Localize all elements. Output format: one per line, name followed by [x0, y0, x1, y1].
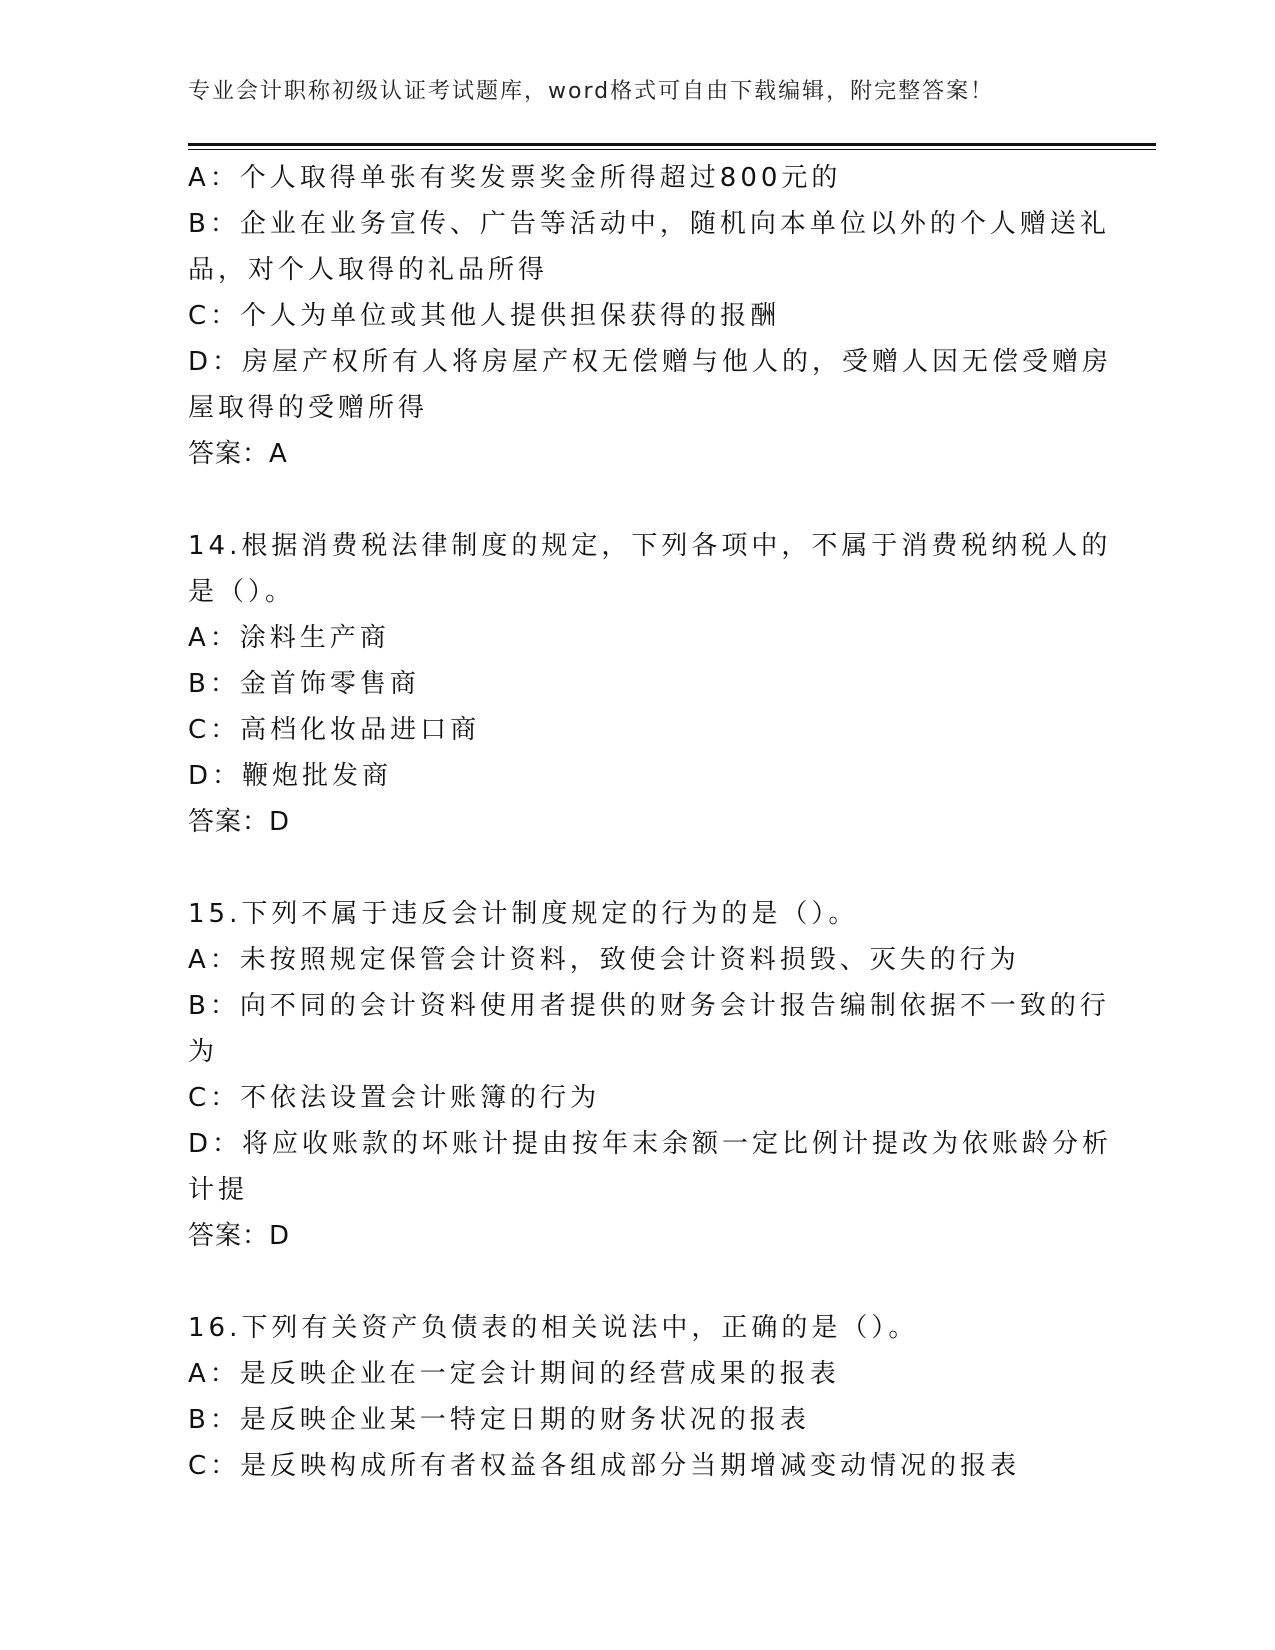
text-line: 品，对个人取得的礼品所得	[188, 255, 549, 285]
option-line: B：金首饰零售商	[188, 669, 420, 699]
text-line: A：个人取得单张有奖发票奖金所得超过800元的	[188, 163, 842, 193]
answer-line: 答案：D	[188, 1221, 291, 1251]
answer-line: 答案：A	[188, 439, 288, 469]
page-header: 专业会计职称初级认证考试题库，word格式可自由下载编辑，附完整答案！	[188, 79, 995, 104]
answer-line: 答案：D	[188, 807, 291, 837]
option-line: C：高档化妆品进口商	[188, 715, 481, 745]
option-line: D：鞭炮批发商	[188, 761, 393, 791]
option-line: D：将应收账款的坏账计提由按年末余额一定比例计提改为依账龄分析	[188, 1129, 1113, 1159]
option-line: C：不依法设置会计账簿的行为	[188, 1083, 601, 1113]
text-line: B：企业在业务宣传、广告等活动中，随机向本单位以外的个人赠送礼	[188, 209, 1110, 239]
header-rule-thin	[188, 149, 1156, 150]
block-spacer	[188, 477, 1088, 523]
block-spacer	[188, 1259, 1088, 1305]
question-block	[188, 1305, 1088, 1489]
option-line: A：是反映企业在一定会计期间的经营成果的报表	[188, 1359, 840, 1389]
question-stem: 14.根据消费税法律制度的规定，下列各项中，不属于消费税纳税人的	[188, 531, 1112, 561]
question-stem: 16.下列有关资产负债表的相关说法中，正确的是（）。	[188, 1313, 919, 1343]
option-line: A：涂料生产商	[188, 623, 390, 653]
block-spacer	[188, 845, 1088, 891]
question-block	[188, 891, 1113, 1259]
text-line: C：个人为单位或其他人提供担保获得的报酬	[188, 301, 781, 331]
question-content	[188, 155, 1113, 1489]
option-line: A：未按照规定保管会计资料，致使会计资料损毁、灭失的行为	[188, 945, 1020, 975]
question-block	[188, 155, 1113, 477]
question-stem: 是（）。	[188, 577, 296, 607]
text-line: D：房屋产权所有人将房屋产权无偿赠与他人的，受赠人因无偿受赠房	[188, 347, 1113, 377]
option-line: B：是反映企业某一特定日期的财务状况的报表	[188, 1405, 810, 1435]
option-line: 计提	[188, 1175, 249, 1205]
question-block	[188, 523, 1112, 845]
text-line: 屋取得的受赠所得	[188, 393, 429, 423]
header-rule-thick	[188, 143, 1156, 146]
option-line: B：向不同的会计资料使用者提供的财务会计报告编制依据不一致的行	[188, 991, 1110, 1021]
option-line: 为	[188, 1037, 219, 1067]
option-line: C：是反映构成所有者权益各组成部分当期增减变动情况的报表	[188, 1451, 1021, 1481]
question-stem: 15.下列不属于违反会计制度规定的行为的是（）。	[188, 899, 859, 929]
